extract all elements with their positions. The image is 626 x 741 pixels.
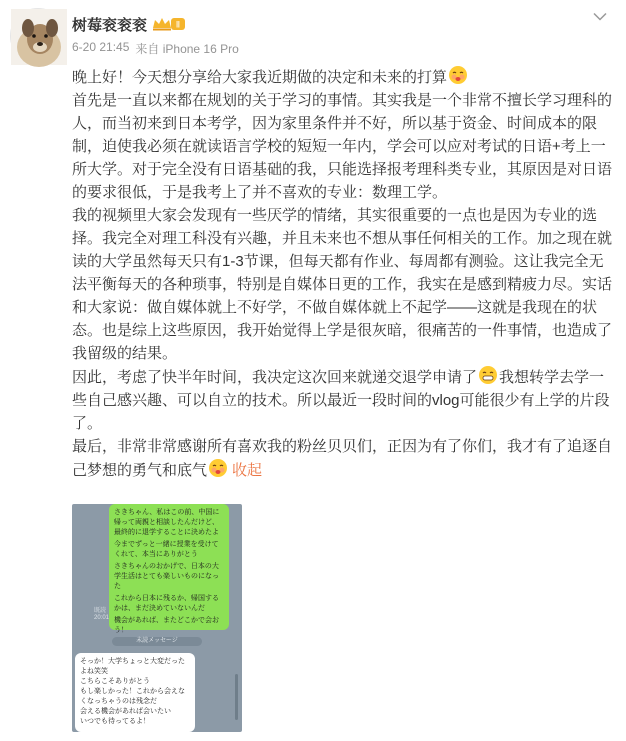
- chat-line: さきちゃん、私はこの前、中国に帰って両親と相談したんだけど、最終的に退学することに決めたよ: [114, 509, 220, 536]
- post-paragraph-3: 我的视频里大家会发现有一些厌学的情绪，其实很重要的一点也是因为专业的选择。我完全对理工科没有兴趣，并且未来也不想从事任何相关的工作。加之现在就读的大学虽然每天只有1-3节课，但每天都有作业、每周都有测验。这让我完全无法平衡每天的各种琐事，特别是自媒体日更的工作，我实在是感到精疲力尽。实话和大家说：做自媒体就上不好学，不做自媒体就上不起学——这就是我现在的状态。也是综上这些原因，我开始觉得上学是很灰暗，很痛苦的一件事情，也造成了我留级的结果。: [72, 207, 613, 362]
- username[interactable]: 树莓衮衮衮: [72, 16, 148, 34]
- chat-line: 会える機会があれば会いたい: [80, 708, 171, 715]
- chat-scrollbar: [235, 674, 238, 720]
- post-paragraph-1: 晚上好！今天想分享给大家我近期做的决定和未来的打算: [72, 65, 618, 89]
- chat-line: もし楽しかった！これから会えなくなっちゃうのは残念だ: [80, 688, 185, 705]
- chat-line: そっか！大学ちょっと大変だったよね笑笑: [80, 658, 185, 675]
- chat-screenshot-image[interactable]: [72, 504, 242, 732]
- chat-line: 機会があれば、またどこかで会おう！: [114, 617, 219, 634]
- chat-line: いつでも待ってるよ！: [80, 718, 150, 725]
- chat-line: こちらこそありがとう: [80, 678, 150, 685]
- avatar-dog-image: [11, 9, 67, 65]
- chat-read-status: 既読: [94, 608, 107, 614]
- emoji-grin-icon: [478, 365, 498, 385]
- avatar[interactable]: [10, 8, 66, 64]
- post-timestamp[interactable]: 6-20 21:45: [72, 40, 130, 54]
- post-meta: [72, 40, 239, 57]
- post-body: [72, 65, 618, 482]
- emoji-blush-icon: [208, 458, 228, 478]
- collapse-link[interactable]: 收起: [232, 462, 263, 479]
- chat-line: 今までずっと一緒に授業を受けてくれて、本当にありがとう: [114, 541, 219, 558]
- emoji-blush-icon: [448, 65, 468, 85]
- chat-line: さきちゃんのおかげで、日本の大学生活はとても楽しいものになった: [114, 563, 219, 590]
- post-paragraph-2: 首先是一直以来都在规划的关于学习的事情。其实我是一个非常不擅长学习理科的人，而当初来到日本考学，因为家里条件并不好，所以基于资金、时间成本的限制，迫使我必须在就读语言学校的短短一年内，学会可以应对考试的日语+考上一所大学。对于完全没有日语基础的我，只能选择报考理科类专业，其原因是对日语的要求很低，于是我考上了并不喜欢的专业：数理工学。: [72, 92, 613, 201]
- chevron-down-icon: [593, 12, 607, 21]
- chat-bubble-received: [75, 653, 195, 732]
- username-row: [72, 14, 187, 34]
- badge-level-text: Ⅱ: [175, 19, 181, 30]
- more-options-button[interactable]: [590, 8, 610, 24]
- chat-time: 20:01: [94, 615, 110, 621]
- crown-icon[interactable]: [151, 16, 187, 32]
- post-paragraph-5: 最后，非常非常感谢所有喜欢我的粉丝贝贝们，正因为有了你们，我才有了追逐自己梦想的勇气和底气 收起: [72, 438, 613, 479]
- post-header: [8, 6, 618, 66]
- chat-line: これから日本に残るか、帰国するかは、まだ決めていないんだ: [114, 595, 219, 612]
- chat-bubble-sent: [109, 504, 229, 634]
- post-source: 来自 iPhone 16 Pro: [135, 42, 239, 56]
- chat-unread-divider: 未読メッセージ: [112, 637, 202, 646]
- chat-read-meta: [94, 608, 109, 622]
- post-paragraph-4: 因此，考虑了快半年时间，我决定这次回来就递交退学申请了 我想转学去学一些自己感兴趣、可以自立的技术。所以最近一段时间的vlog可能很少有上学的片段了。: [72, 365, 618, 435]
